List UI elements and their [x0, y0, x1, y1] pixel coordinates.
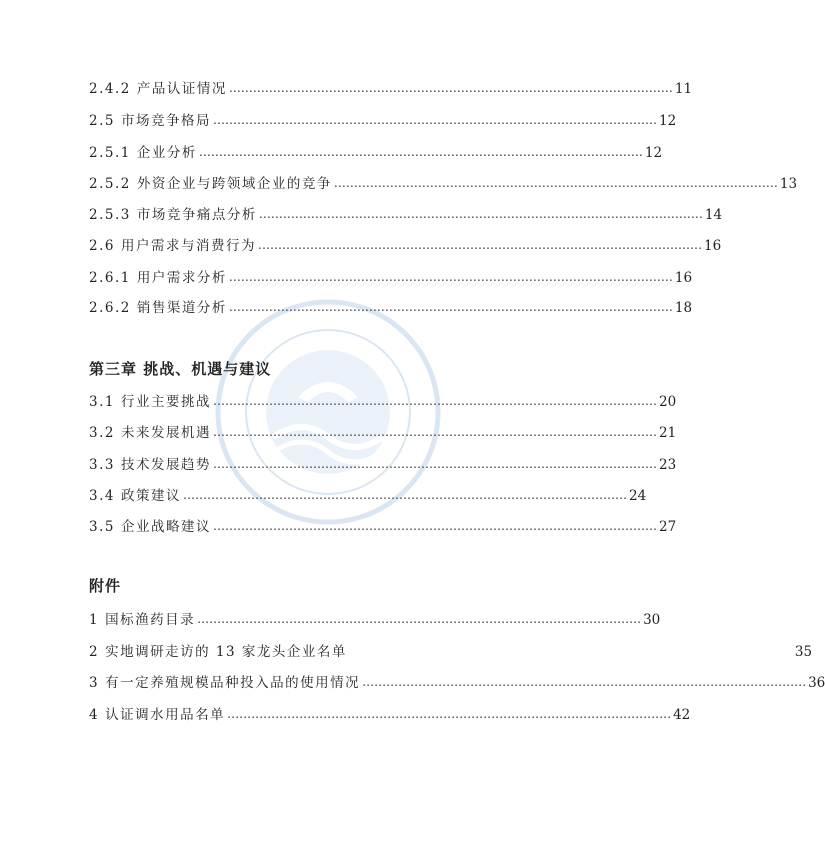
toc-entry[interactable]: 3.2 未来发展机遇 ………………………………………………………………………………………………… 21 [89, 425, 677, 441]
dot-leader: ………………………………………………………………………………………………… [212, 394, 657, 408]
toc-entry[interactable]: 2.5.1 企业分析 ………………………………………………………………………………………………… 12 [89, 145, 663, 161]
dot-leader: ………………………………………………………………………………………………… [212, 425, 657, 439]
page-number: 21 [658, 425, 677, 441]
dot-leader: ………………………………………………………………………………………………… [333, 176, 778, 190]
dot-leader: ………………………………………………………………………………………………… [228, 300, 673, 314]
toc-entry[interactable]: 2.4.2 产品认证情况 ………………………………………………………………………………………………… 11 [89, 81, 693, 97]
dot-leader: ………………………………………………………………………………………………… [212, 519, 657, 533]
toc-entry[interactable]: 3.5 企业战略建议 ………………………………………………………………………………………………… 27 [89, 519, 677, 535]
toc-entry[interactable]: 2.6.1 用户需求分析 ………………………………………………………………………………………………… 16 [89, 270, 693, 286]
page-number: 35 [794, 644, 813, 660]
toc-entry[interactable]: 2.5.3 市场竞争痛点分析 ………………………………………………………………………………………………… 14 [89, 207, 723, 223]
page-number: 24 [628, 488, 647, 504]
toc-entry[interactable]: 3.4 政策建议 ………………………………………………………………………………………………… 24 [89, 488, 647, 504]
toc-entry[interactable]: 2.6 用户需求与消费行为 ………………………………………………………………………………………………… 16 [89, 238, 722, 254]
dot-leader: ………………………………………………………………………………………………… [197, 612, 642, 626]
toc-entry[interactable]: 2.5 市场竞争格局 ………………………………………………………………………………………………… 12 [89, 113, 677, 129]
dot-leader: ………………………………………………………………………………………………… [182, 488, 627, 502]
toc-entry[interactable]: 1 国标渔药目录 ………………………………………………………………………………………………… 30 [89, 612, 661, 628]
dot-leader: ………………………………………………………………………………………………… [212, 113, 657, 127]
page-number: 27 [658, 519, 677, 535]
toc-entry[interactable]: 2.6.2 销售渠道分析 ………………………………………………………………………………………………… 18 [89, 300, 693, 316]
page-number: 13 [779, 176, 798, 192]
chapter-3-heading: 第三章 挑战、机遇与建议 [89, 360, 272, 378]
page-number: 18 [674, 300, 693, 316]
dot-leader: ………………………………………………………………………………………………… [227, 707, 672, 721]
dot-leader: ………………………………………………………………………………………………… [228, 270, 673, 284]
appendix-heading: 附件 [89, 577, 122, 595]
page-number: 12 [658, 113, 677, 129]
page-number: 20 [658, 394, 677, 410]
toc-entry[interactable]: 3 有一定养殖规模品种投入品的使用情况 ………………………………………………………………………………………………… 36 [89, 675, 825, 691]
dot-leader: ………………………………………………………………………………………………… [228, 81, 673, 95]
dot-leader: ………………………………………………………………………………………………… [198, 145, 643, 159]
dot-leader: ………………………………………………………………………………………………… [362, 675, 807, 689]
page-number: 30 [643, 612, 661, 628]
dot-leader: ………………………………………………………………………………………………… [212, 457, 657, 471]
page-number: 16 [674, 270, 693, 286]
toc-entry[interactable]: 2.5.2 外资企业与跨领域企业的竞争 ………………………………………………………………………………………………… 13 [89, 176, 798, 192]
dot-leader: ………………………………………………………………………………………………… [257, 238, 702, 252]
toc-entry[interactable]: 3.3 技术发展趋势 ………………………………………………………………………………………………… 23 [89, 457, 677, 473]
toc-entry[interactable]: 3.1 行业主要挑战 ………………………………………………………………………………………………… 20 [89, 394, 677, 410]
page-number: 11 [674, 81, 693, 97]
page-number: 36 [808, 675, 825, 691]
toc-entry[interactable]: 4 认证调水用品名单 ………………………………………………………………………………………………… 42 [89, 707, 691, 723]
page-number: 12 [644, 145, 663, 161]
page-number: 23 [658, 457, 677, 473]
page-number: 42 [673, 707, 691, 723]
toc-entry[interactable]: 2 实地调研走访的 13 家龙头企业名单 35 [89, 644, 813, 660]
page-number: 16 [703, 238, 722, 254]
dot-leader: ………………………………………………………………………………………………… [258, 207, 703, 221]
page-number: 14 [704, 207, 723, 223]
